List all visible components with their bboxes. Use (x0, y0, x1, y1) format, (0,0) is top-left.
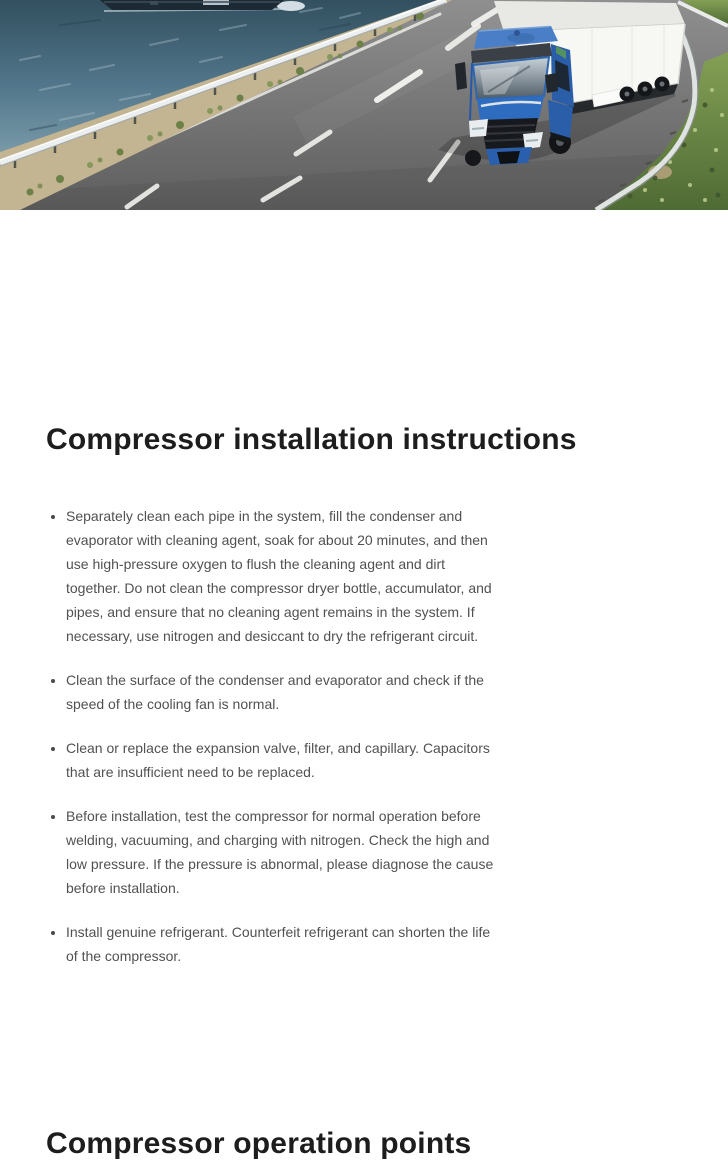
list-item: • Before installation, test the compressor for normal operation before welding, vacuuming, and charging with nitrogen. Check the high and low pressure. If the pressure is abnormal, please diagnose the cause before installation. (66, 804, 494, 900)
list-item: • Install genuine refrigerant. Counterfeit refrigerant can shorten the life of the compressor. (66, 920, 494, 968)
instructions-list (0, 504, 494, 968)
list-item: • Separately clean each pipe in the system, fill the condenser and evaporator with cleaning agent, soak for about 20 minutes, and then use high-pressure oxygen to flush the cleaning agent and dirt together. Do not clean the compressor dryer bottle, accumulator, and pipes, and ensure that no cleaning agent remains in the system. If necessary, use nitrogen and desiccant to dry the refrigerant circuit. (66, 504, 494, 648)
cargo-ship (100, 0, 305, 11)
list-item: • Clean or replace the expansion valve, filter, and capillary. Capacitors that are insufficient need to be replaced. (66, 736, 494, 784)
section-heading-installation: Compressor installation instructions (46, 423, 577, 456)
section-heading-operation: Compressor operation points (46, 1127, 472, 1160)
list-item: • Clean the surface of the condenser and evaporator and check if the speed of the cooling fan is normal. (66, 668, 494, 716)
hero-image (0, 0, 728, 210)
